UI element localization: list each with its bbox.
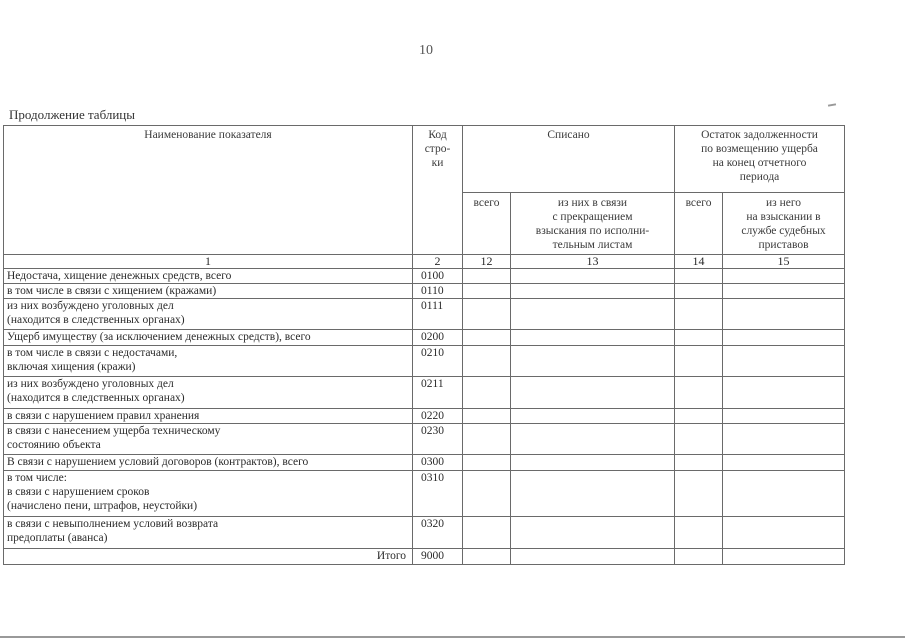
table-row xyxy=(4,517,845,549)
row-label: Ущерб имуществу (за исключением денежных средств), всего xyxy=(4,330,413,346)
row-label: из них возбуждено уголовных дел (находится в следственных органах) xyxy=(4,299,413,330)
data-cell xyxy=(675,330,723,346)
column-number: 1 xyxy=(4,255,413,269)
data-cell xyxy=(463,284,511,299)
data-cell xyxy=(511,330,675,346)
data-cell xyxy=(675,377,723,409)
data-cell xyxy=(511,377,675,409)
header-indicator-name: Наименование показателя xyxy=(4,126,413,255)
page-number: 10 xyxy=(419,43,433,58)
row-code: 0310 xyxy=(413,471,463,517)
data-cell xyxy=(675,471,723,517)
row-code: 0230 xyxy=(413,424,463,455)
scan-mark xyxy=(828,103,836,106)
row-code: 0210 xyxy=(413,346,463,377)
row-label: Недостача, хищение денежных средств, всего xyxy=(4,269,413,284)
table-row xyxy=(4,330,845,346)
header-written-off-total: всего xyxy=(463,193,511,255)
column-number: 2 xyxy=(413,255,463,269)
damage-report-table xyxy=(3,125,845,565)
table-row xyxy=(4,424,845,455)
data-cell xyxy=(723,549,845,565)
data-cell xyxy=(675,299,723,330)
table-row xyxy=(4,284,845,299)
data-cell xyxy=(723,346,845,377)
table-row xyxy=(4,377,845,409)
data-cell xyxy=(723,284,845,299)
column-number: 12 xyxy=(463,255,511,269)
column-number: 15 xyxy=(723,255,845,269)
row-code: 0220 xyxy=(413,409,463,424)
row-label: в том числе в связи с недостачами, включая хищения (кражи) xyxy=(4,346,413,377)
row-label: из них возбуждено уголовных дел (находится в следственных органах) xyxy=(4,377,413,409)
data-cell xyxy=(463,455,511,471)
data-cell xyxy=(463,377,511,409)
data-cell xyxy=(675,455,723,471)
data-cell xyxy=(511,409,675,424)
data-cell xyxy=(511,471,675,517)
column-number: 13 xyxy=(511,255,675,269)
table-row xyxy=(4,346,845,377)
data-cell xyxy=(511,424,675,455)
data-cell xyxy=(723,269,845,284)
row-label: в том числе в связи с хищением (кражами) xyxy=(4,284,413,299)
data-cell xyxy=(723,517,845,549)
data-cell xyxy=(723,455,845,471)
column-number-row xyxy=(4,255,845,269)
data-cell xyxy=(675,409,723,424)
header-written-off: Списано xyxy=(463,126,675,193)
table-row xyxy=(4,471,845,517)
data-cell xyxy=(723,299,845,330)
data-cell xyxy=(463,517,511,549)
row-label: В связи с нарушением условий договоров (контрактов), всего xyxy=(4,455,413,471)
data-cell xyxy=(463,346,511,377)
data-cell xyxy=(675,549,723,565)
data-cell xyxy=(675,284,723,299)
data-cell xyxy=(723,377,845,409)
data-cell xyxy=(463,330,511,346)
column-number: 14 xyxy=(675,255,723,269)
data-cell xyxy=(511,455,675,471)
data-cell xyxy=(723,409,845,424)
data-cell xyxy=(723,424,845,455)
row-code: 0320 xyxy=(413,517,463,549)
page-edge xyxy=(0,636,905,638)
row-label: в связи с невыполнением условий возврата предоплаты (аванса) xyxy=(4,517,413,549)
table-row xyxy=(4,409,845,424)
row-code: 0111 xyxy=(413,299,463,330)
table-row xyxy=(4,269,845,284)
header-written-off-enforcement: из них в связи с прекращением взыскания по исполни- тельным листам xyxy=(511,193,675,255)
row-code: 0110 xyxy=(413,284,463,299)
data-cell xyxy=(463,269,511,284)
row-code: 0200 xyxy=(413,330,463,346)
row-code: 9000 xyxy=(413,549,463,565)
table-row-total xyxy=(4,549,845,565)
row-label: в связи с нанесением ущерба техническому состоянию объекта xyxy=(4,424,413,455)
row-code: 0211 xyxy=(413,377,463,409)
table-row xyxy=(4,299,845,330)
data-cell xyxy=(675,269,723,284)
data-cell xyxy=(511,299,675,330)
data-cell xyxy=(723,471,845,517)
data-cell xyxy=(463,549,511,565)
data-cell xyxy=(463,299,511,330)
row-label-total: Итого xyxy=(4,549,413,565)
header-remaining-total: всего xyxy=(675,193,723,255)
data-cell xyxy=(675,517,723,549)
header-row-code: Код стро- ки xyxy=(413,126,463,255)
table-row xyxy=(4,455,845,471)
data-cell xyxy=(511,549,675,565)
row-code: 0100 xyxy=(413,269,463,284)
data-cell xyxy=(463,471,511,517)
data-cell xyxy=(511,346,675,377)
row-label: в связи с нарушением правил хранения xyxy=(4,409,413,424)
data-cell xyxy=(511,517,675,549)
data-cell xyxy=(463,424,511,455)
data-cell xyxy=(675,424,723,455)
header-remaining-bailiffs: из него на взыскании в службе судебных приставов xyxy=(723,193,845,255)
data-cell xyxy=(463,409,511,424)
header-remaining-debt: Остаток задолженности по возмещению ущерба на конец отчетного периода xyxy=(675,126,845,193)
table-continuation-label: Продолжение таблицы xyxy=(9,107,135,122)
data-cell xyxy=(723,330,845,346)
row-code: 0300 xyxy=(413,455,463,471)
data-cell xyxy=(675,346,723,377)
row-label: в том числе: в связи с нарушением сроков (начислено пени, штрафов, неустойки) xyxy=(4,471,413,517)
data-cell xyxy=(511,284,675,299)
data-cell xyxy=(511,269,675,284)
